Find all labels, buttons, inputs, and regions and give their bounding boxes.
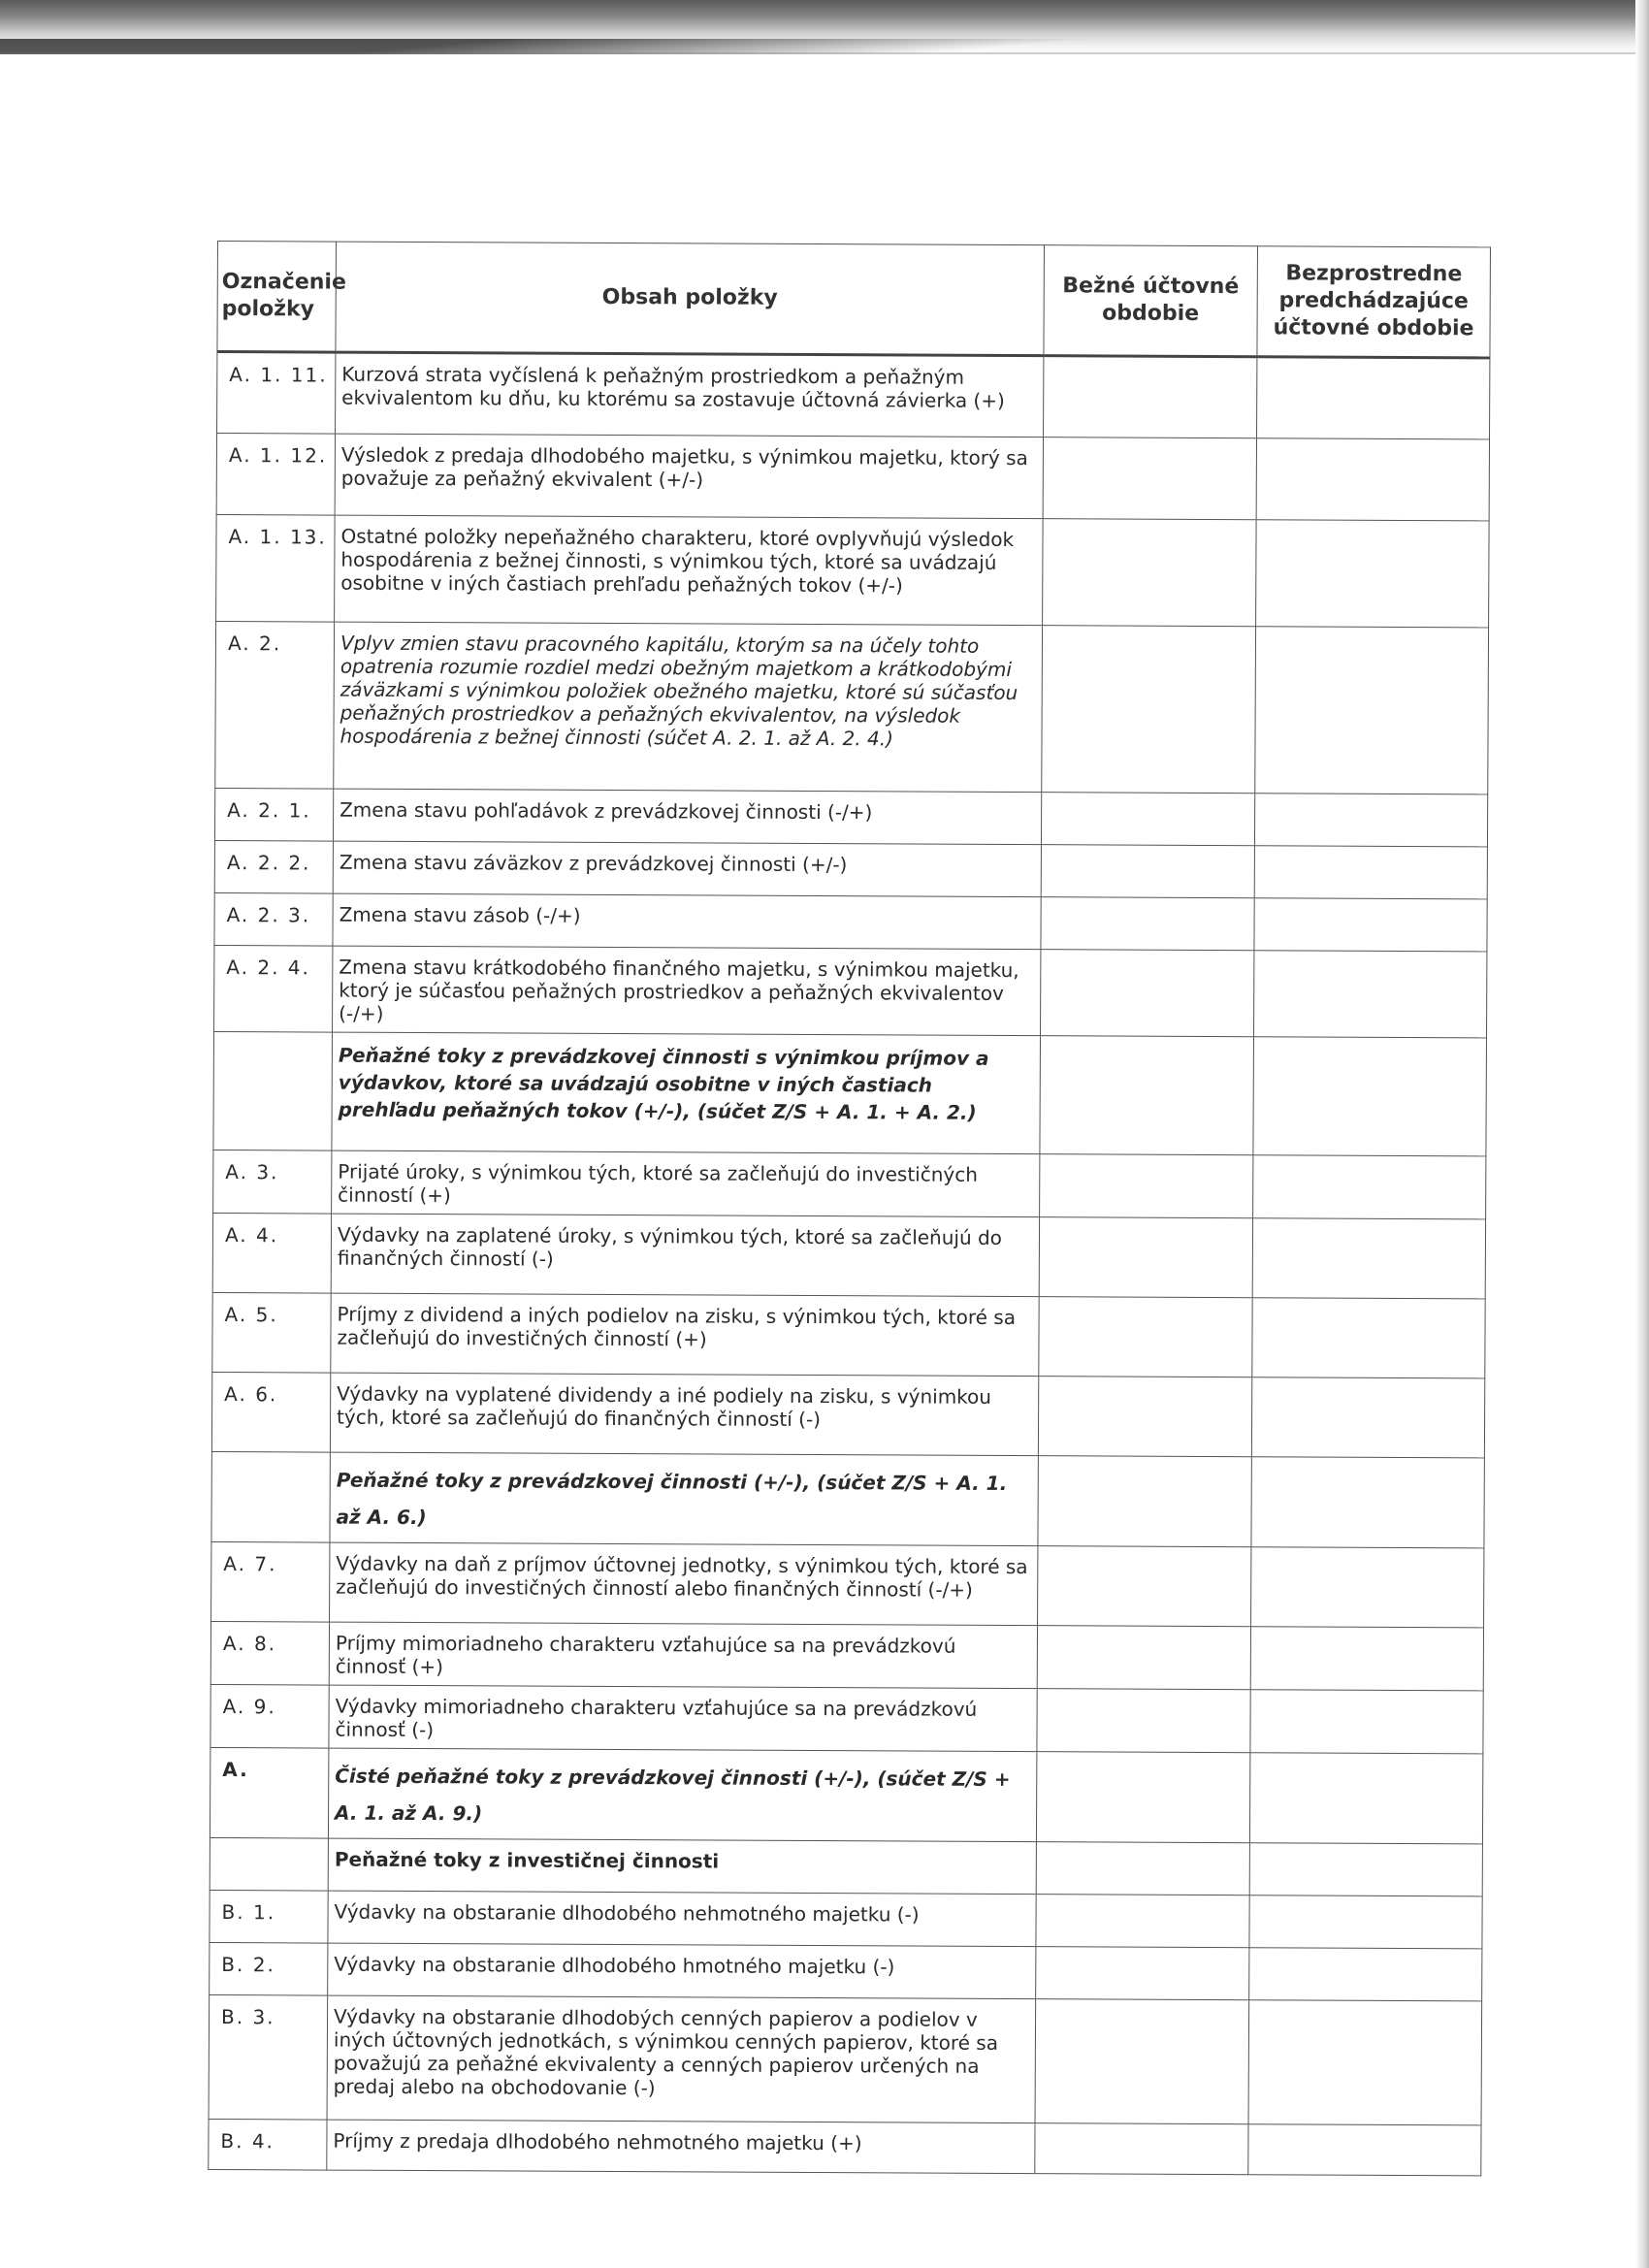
- row-code: A. 6.: [211, 1372, 330, 1452]
- row-code: A. 1. 11.: [217, 352, 336, 435]
- table-row: [215, 621, 1489, 794]
- table-row: [212, 1213, 1485, 1298]
- table-row: [210, 1942, 1482, 2000]
- table-header-row: [217, 242, 1491, 358]
- row-code: A. 3.: [213, 1150, 332, 1214]
- row-code: A. 2. 3.: [214, 892, 333, 946]
- row-code: A. 8.: [210, 1621, 329, 1685]
- table-row: [210, 1890, 1482, 1948]
- row-code: [210, 1837, 328, 1891]
- current-period-cell[interactable]: [1038, 1456, 1251, 1547]
- previous-period-cell[interactable]: [1249, 1895, 1482, 1949]
- current-period-cell[interactable]: [1043, 519, 1257, 627]
- previous-period-cell[interactable]: [1256, 520, 1490, 628]
- row-content: Prijaté úroky, s výnimkou tých, ktoré sa začleňujú do investičných činností (+): [332, 1150, 1040, 1217]
- table-row: [214, 788, 1487, 846]
- previous-period-cell[interactable]: [1252, 1298, 1485, 1378]
- header-current-period: Bežné účtovné obdobie: [1044, 245, 1258, 357]
- row-code: A. 5.: [212, 1292, 331, 1373]
- row-content: Výdavky na daň z príjmov účtovnej jednotky, s výnimkou tých, ktoré sa začleňujú do investičných činností alebo finančných činností (-/+): [330, 1542, 1038, 1626]
- row-content: Peňažné toky z prevádzkovej činnosti (+/-), (súčet Z/S + A. 1. až A. 6.): [330, 1452, 1038, 1546]
- row-code: A. 2. 1.: [214, 788, 333, 841]
- current-period-cell[interactable]: [1044, 356, 1257, 438]
- current-period-cell[interactable]: [1037, 1689, 1250, 1753]
- current-period-cell[interactable]: [1040, 1154, 1253, 1218]
- row-content: Výdavky na zaplatené úroky, s výnimkou tých, ktoré sa začleňujú do finančných činností (-): [331, 1214, 1039, 1297]
- row-content: Vplyv zmien stavu pracovného kapitálu, ktorým sa na účely tohto opatrenia rozumie rozdiel medzi obežným majetkom a krátkodobými záväzkami s výnimkou položiek obežného majetku, ktoré sú súčasťou peňažných prostriedkov a peňažných ekvivalentov, na výsledok hospodárenia z bežnej činnosti (súčet A. 2. 1. až A. 2. 4.): [334, 622, 1043, 793]
- current-period-cell[interactable]: [1041, 897, 1254, 951]
- current-period-cell[interactable]: [1041, 950, 1254, 1037]
- row-content: Zmena stavu pohľadávok z prevádzkovej činnosti (-/+): [333, 789, 1041, 845]
- previous-period-cell[interactable]: [1252, 1218, 1485, 1299]
- row-content: Výdavky na obstaranie dlhodobých cenných papierov a podielov v iných účtovných jednotkách, s výnimkou cenných papierov, ktoré sa považujú za peňažné ekvivalenty a cenných papierov určených na predaj alebo na obchodovanie (-): [327, 1995, 1036, 2123]
- row-code: A. 9.: [210, 1684, 329, 1748]
- scan-edge-line: [0, 52, 1649, 54]
- row-code: [213, 1031, 333, 1150]
- table-row: [214, 945, 1487, 1037]
- current-period-cell[interactable]: [1036, 1842, 1249, 1895]
- previous-period-cell[interactable]: [1253, 1155, 1486, 1219]
- scan-shadow-right: [1635, 0, 1649, 2268]
- table-row: [210, 1684, 1483, 1753]
- table-row: [212, 1292, 1485, 1377]
- table-row: [213, 1150, 1486, 1218]
- table-row: [216, 434, 1489, 521]
- previous-period-cell[interactable]: [1250, 1690, 1483, 1754]
- previous-period-cell[interactable]: [1251, 1547, 1484, 1628]
- table-row: [211, 1451, 1484, 1547]
- row-code: B. 4.: [209, 2119, 327, 2170]
- current-period-cell[interactable]: [1036, 1752, 1249, 1843]
- row-code: A.: [210, 1747, 328, 1838]
- row-code: A. 7.: [211, 1541, 330, 1622]
- row-content: Výdavky na obstaranie dlhodobého nehmotného majetku (-): [328, 1891, 1036, 1947]
- row-code: A. 1. 13.: [216, 514, 336, 622]
- table-row: [211, 1541, 1484, 1627]
- current-period-cell[interactable]: [1035, 1999, 1249, 2124]
- table-row: [216, 514, 1490, 627]
- row-code: A. 2.: [215, 621, 335, 789]
- row-content: Výdavky na obstaranie dlhodobého hmotného majetku (-): [328, 1943, 1036, 1999]
- row-content: Ostatné položky nepeňažného charakteru, ktoré ovplyvňujú výsledok hospodárenia z bežnej činnosti, s výnimkou tých, ktoré sa uvádzajú osobitne v iných častiach prehľadu peňažných tokov (+/-): [335, 515, 1044, 626]
- row-code: A. 4.: [212, 1213, 331, 1293]
- row-content: Výdavky na vyplatené dividendy a iné podiely na zisku, s výnimkou tých, ktoré sa začleňujú do finančných činností (-): [330, 1373, 1038, 1456]
- current-period-cell[interactable]: [1039, 1297, 1252, 1377]
- previous-period-cell[interactable]: [1254, 794, 1487, 847]
- row-content: Čisté peňažné toky z prevádzkovej činnosti (+/-), (súčet Z/S + A. 1. až A. 9.): [328, 1748, 1036, 1842]
- current-period-cell[interactable]: [1039, 1217, 1252, 1298]
- previous-period-cell[interactable]: [1250, 1627, 1483, 1691]
- table-row: [210, 1747, 1482, 1843]
- header-item-content: Obsah položky: [336, 242, 1045, 356]
- row-content: Zmena stavu záväzkov z prevádzkovej činnosti (+/-): [333, 841, 1041, 897]
- row-content: Príjmy z dividend a iných podielov na zisku, s výnimkou tých, ktoré sa začleňujú do investičných činností (+): [331, 1293, 1039, 1377]
- header-item-code: Označenie položky: [217, 242, 337, 353]
- previous-period-cell[interactable]: [1257, 357, 1490, 439]
- current-period-cell[interactable]: [1036, 1947, 1249, 2000]
- row-code: B. 1.: [210, 1890, 328, 1943]
- table-row: [209, 2119, 1481, 2175]
- previous-period-cell[interactable]: [1249, 1948, 1482, 2001]
- row-content: Príjmy mimoriadneho charakteru vzťahujúce sa na prevádzkovú činnosť (+): [329, 1622, 1037, 1689]
- row-content: Výsledok z predaja dlhodobého majetku, s výnimkou majetku, ktorý sa považuje za peňažný ekvivalent (+/-): [335, 434, 1043, 519]
- table-row: [214, 840, 1487, 898]
- row-content: Zmena stavu krátkodobého finančného majetku, s výnimkou majetku, ktorý je súčasťou peňažných prostriedkov a peňažných ekvivalentov (-/+): [333, 946, 1041, 1036]
- row-content: Kurzová strata vyčíslená k peňažným prostriedkom a peňažným ekvivalentom ku dňu, ku ktorému sa zostavuje účtovná závierka (+): [336, 352, 1044, 437]
- row-content: Príjmy z predaja dlhodobého nehmotného majetku (+): [327, 2120, 1035, 2174]
- table-row: [213, 1031, 1487, 1155]
- current-period-cell[interactable]: [1040, 1036, 1254, 1155]
- row-code: A. 2. 2.: [214, 840, 333, 893]
- previous-period-cell[interactable]: [1249, 1843, 1482, 1896]
- current-period-cell[interactable]: [1038, 1377, 1251, 1457]
- row-content: Peňažné toky z prevádzkovej činnosti s výnimkou príjmov a výdavkov, ktoré sa uvádzajú osobitne v iných častiach prehľadu peňažných tokov (+/-), (súčet Z/S + A. 1. + A. 2.): [332, 1032, 1041, 1154]
- previous-period-cell[interactable]: [1255, 627, 1489, 794]
- previous-period-cell[interactable]: [1249, 1753, 1482, 1844]
- previous-period-cell[interactable]: [1254, 846, 1487, 899]
- row-content: Peňažné toky z investičnej činnosti: [328, 1838, 1036, 1895]
- current-period-cell[interactable]: [1035, 2123, 1248, 2175]
- table-row: [210, 1837, 1482, 1895]
- previous-period-cell[interactable]: [1251, 1457, 1484, 1548]
- table-row: [210, 1621, 1483, 1690]
- current-period-cell[interactable]: [1036, 1895, 1249, 1948]
- current-period-cell[interactable]: [1043, 437, 1256, 520]
- row-code: B. 3.: [209, 1994, 328, 2120]
- previous-period-cell[interactable]: [1251, 1377, 1484, 1458]
- current-period-cell[interactable]: [1037, 1626, 1250, 1690]
- row-content: Výdavky mimoriadneho charakteru vzťahujúce sa na prevádzkovú činnosť (-): [329, 1685, 1037, 1752]
- cash-flow-table: [208, 241, 1491, 2176]
- row-code: A. 2. 4.: [214, 945, 333, 1032]
- previous-period-cell[interactable]: [1254, 951, 1487, 1038]
- current-period-cell[interactable]: [1042, 626, 1256, 794]
- previous-period-cell[interactable]: [1256, 438, 1489, 521]
- previous-period-cell[interactable]: [1248, 2000, 1482, 2125]
- current-period-cell[interactable]: [1038, 1546, 1251, 1627]
- row-code: A. 1. 12.: [216, 434, 335, 516]
- previous-period-cell[interactable]: [1253, 1037, 1487, 1156]
- previous-period-cell[interactable]: [1254, 898, 1487, 952]
- row-code: B. 2.: [210, 1942, 328, 1995]
- table-row: [217, 352, 1490, 439]
- row-code: [211, 1451, 330, 1542]
- table-row: [214, 892, 1487, 951]
- header-previous-period: Bezprostredne predchádzajúce účtovné obdobie: [1257, 246, 1491, 358]
- table-row: [209, 1994, 1482, 2124]
- current-period-cell[interactable]: [1041, 793, 1254, 846]
- previous-period-cell[interactable]: [1248, 2124, 1481, 2176]
- row-content: Zmena stavu zásob (-/+): [333, 893, 1041, 950]
- table-row: [211, 1372, 1484, 1457]
- current-period-cell[interactable]: [1041, 845, 1254, 898]
